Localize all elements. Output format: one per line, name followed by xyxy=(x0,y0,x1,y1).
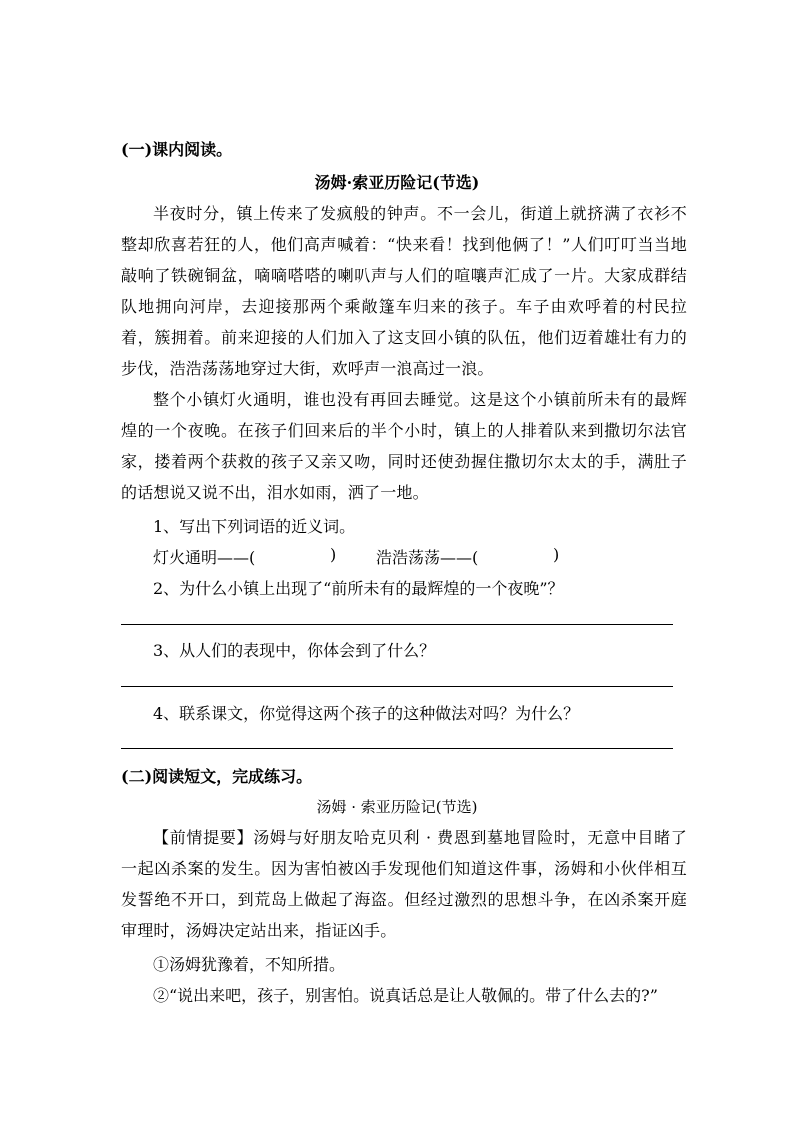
section2-title: 汤姆 · 索亚历险记(节选) xyxy=(316,798,478,816)
answer-line-4[interactable] xyxy=(121,748,673,749)
answer-line-3[interactable] xyxy=(121,686,673,687)
section2-paragraph-1: ①汤姆犹豫着，不知所措。 xyxy=(153,955,346,974)
question-1a-close: ) xyxy=(330,545,337,564)
section1-paragraph-2: 整个小镇灯火通明，谁也没有再回去睡觉。这是这个小镇前所未有的最辉煌的一个夜晚。在孩子们回来后的半个小时，镇上的人排着队来到撒切尔法官家，搂着两个获救的孩子又亲又吻，同时还使劲握住撒切尔太太的手，满肚子的话想说又说不出，泪水如雨，洒了一地。 xyxy=(121,390,687,502)
question-4: 4、联系课文，你觉得这两个孩子的这种做法对吗？为什么？ xyxy=(153,704,580,723)
section2-heading: (二)阅读短文，完成练习。 xyxy=(121,767,313,786)
question-1b-close: ) xyxy=(553,545,560,564)
answer-line-2[interactable] xyxy=(121,624,673,625)
section2-paragraph-2: ②“说出来吧，孩子，别害怕。说真话总是让人敬佩的。带了什么去的?” xyxy=(153,986,658,1005)
question-1a-label: 灯火通明——( xyxy=(153,548,256,567)
question-1: 1、写出下列词语的近义词。 xyxy=(153,517,356,536)
question-3: 3、从人们的表现中，你体会到了什么？ xyxy=(153,641,436,660)
section2-preface: 【前情提要】汤姆与好朋友哈克贝利 · 费恩到墓地冒险时，无意中目睹了一起凶杀案的发生。因为害怕被凶手发现他们知道这件事，汤姆和小伙伴相互发誓绝不开口，到荒岛上做起了海盗。但经过激烈的思想斗争，在凶杀案开庭审理时，汤姆决定站出来，指证凶手。 xyxy=(121,828,687,940)
section1-paragraph-1: 半夜时分，镇上传来了发疯般的钟声。不一会儿，街道上就挤满了衣衫不整却欣喜若狂的人，他们高声喊着：“快来看！找到他俩了！”人们叮叮当当地敲响了铁碗铜盆，嘀嘀嗒嗒的喇叭声与人们的喧嚷声汇成了一片。大家成群结队地拥向河岸，去迎接那两个乘敞篷车归来的孩子。车子由欢呼着的村民拉着，簇拥着。前来迎接的人们加入了这支回小镇的队伍，他们迈着雄壮有力的步伐，浩浩荡荡地穿过大街，欢呼声一浪高过一浪。 xyxy=(121,204,687,378)
section1-title: 汤姆·索亚历险记(节选) xyxy=(314,173,480,192)
question-2: 2、为什么小镇上出现了“前所未有的最辉煌的一个夜晚”？ xyxy=(153,579,564,598)
question-1b-label: 浩浩荡荡——( xyxy=(376,548,479,567)
section1-heading: (一)课内阅读。 xyxy=(121,140,233,159)
